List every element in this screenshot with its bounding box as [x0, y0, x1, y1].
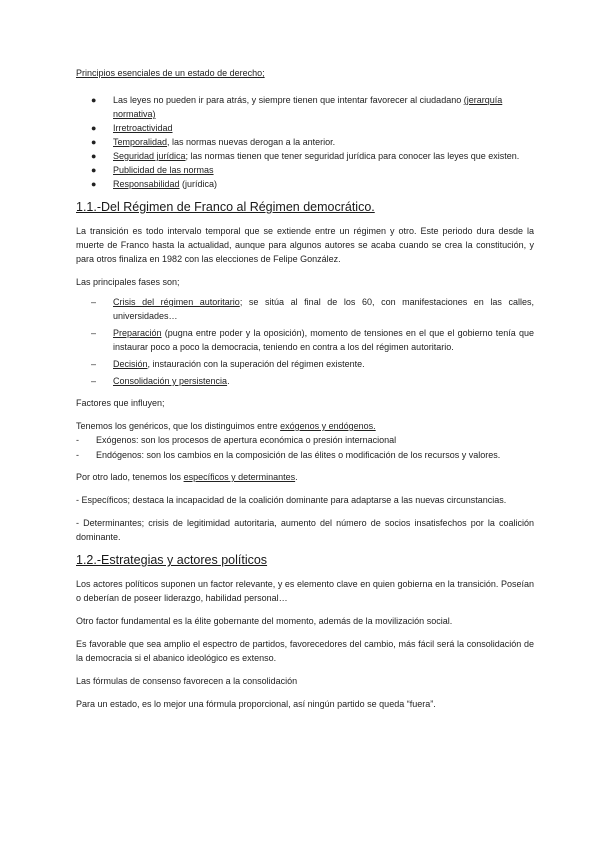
item-term: Responsabilidad [113, 179, 180, 189]
item-term: Crisis del régimen autoritario [113, 297, 240, 307]
item-text: Las leyes no pueden ir para atrás, y siempre tienen que intentar favorecer al ciudadano [113, 95, 462, 105]
bullet-dot-icon: ● [91, 179, 97, 189]
item-term: Temporalidad [113, 137, 168, 147]
item-text: ; se sitúa al final de los 60, con manifestaciones en las calles, universidades… [113, 297, 534, 321]
item-text: (pugna entre poder y la oposición), momento de tensiones en el que el gobierno tenía que instaurar poco a poco la democracia, teniendo en contra a los del régimen autoritario. [113, 328, 534, 352]
especificos-term: específicos y determinantes [183, 472, 296, 482]
especificos-intro-end: . [295, 472, 298, 482]
partidos-paragraph: Es favorable que sea amplio el espectro de partidos, favorecedores del cambio, más fácil será la consolidación de la democracia si el abanico ideológico es extenso. [76, 639, 534, 663]
list-item [76, 121, 534, 135]
list-item [76, 357, 534, 371]
bullet-dot-icon: ● [91, 165, 97, 175]
genericos-text: Tenemos los genéricos, que los distinguimos entre [76, 421, 281, 431]
actores-paragraph: Los actores políticos suponen un factor relevante, y es elemento clave en quien gobierna en la transición. Poseían o deberían de poseer liderazgo, habilidad personal… [76, 579, 534, 603]
list-item [76, 448, 534, 462]
list-item [76, 177, 534, 191]
item-text: , las normas nuevas derogan a la anterior. [167, 137, 336, 147]
fases-list [76, 295, 534, 388]
elite-paragraph: Otro factor fundamental es la élite gobernante del momento, además de la movilización social. [76, 616, 453, 626]
item-text: Endógenos: son los cambios en la composición de las élites o modificación de los recursos y valores. [96, 450, 501, 460]
factores-label: Factores que influyen; [76, 398, 165, 408]
bullet-dash-icon: – [91, 328, 97, 338]
genericos-term: exógenos y endógenos. [280, 421, 376, 431]
transicion-paragraph: La transición es todo intervalo temporal que se extiende entre un régimen y otro. Este periodo dura desde la muerte de Franco hasta la actualidad, aunque para algunos autores se acaba cuando se crea la constitución, y para otros finaliza en 1982 con las elecciones de Felipe González. [76, 226, 534, 264]
item-term: Publicidad de las normas [113, 165, 214, 175]
item-term: Decisión [113, 359, 148, 369]
bullet-dash-icon: – [91, 376, 97, 386]
list-item [76, 326, 534, 354]
especificos-intro [76, 470, 534, 484]
formula-paragraph: Para un estado, es lo mejor una fórmula proporcional, así ningún partido se queda “fuera”. [76, 699, 436, 709]
bullet-hyphen-icon: - [76, 450, 79, 460]
consenso-paragraph: Las fórmulas de consenso favorecen a la consolidación [76, 676, 298, 686]
bullet-dash-icon: – [91, 297, 97, 307]
item-term: Consolidación y persistencia [113, 376, 228, 386]
item-text: ; las normas tienen que tener seguridad jurídica para conocer las leyes que existen. [185, 151, 520, 161]
list-item [76, 135, 534, 149]
item-term: (jerarquía normativa) [113, 95, 503, 119]
item-term: Preparación [113, 328, 162, 338]
bullet-dot-icon: ● [91, 151, 97, 161]
item-text: (jurídica) [179, 179, 218, 189]
section-1-title: 1.1.-Del Régimen de Franco al Régimen democrático. [76, 200, 375, 214]
bullet-dash-icon: – [91, 359, 97, 369]
especificos-intro-text: Por otro lado, tenemos los [76, 472, 184, 482]
list-item [76, 433, 534, 447]
genericos-list [76, 433, 534, 462]
bullet-dot-icon: ● [91, 95, 97, 105]
principios-list [76, 93, 534, 191]
bullet-dot-icon: ● [91, 123, 97, 133]
section-2-title: 1.2.-Estrategias y actores políticos [76, 553, 268, 567]
bullet-dot-icon: ● [91, 137, 97, 147]
determinantes-paragraph: - Determinantes; crisis de legitimidad autoritaria, aumento del número de socios insatisfechos por la coalición dominante. [76, 518, 534, 542]
item-text: , instauración con la superación del régimen existente. [147, 359, 365, 369]
list-item [76, 163, 534, 177]
item-text: . [227, 376, 230, 386]
list-item [76, 374, 534, 388]
document-page [76, 66, 534, 711]
item-term: Seguridad jurídica [113, 151, 186, 161]
principios-heading: Principios esenciales de un estado de derecho; [76, 68, 265, 78]
list-item [76, 149, 534, 163]
list-item [76, 295, 534, 323]
list-item [76, 93, 534, 121]
bullet-hyphen-icon: - [76, 435, 79, 445]
fases-label: Las principales fases son; [76, 277, 180, 287]
item-text: Exógenos: son los procesos de apertura económica o presión internacional [96, 435, 397, 445]
especificos-paragraph: - Específicos; destaca la incapacidad de la coalición dominante para adaptarse a las nuevas circunstancias. [76, 495, 507, 505]
item-term: Irretroactividad [113, 123, 173, 133]
genericos-paragraph [76, 419, 534, 433]
